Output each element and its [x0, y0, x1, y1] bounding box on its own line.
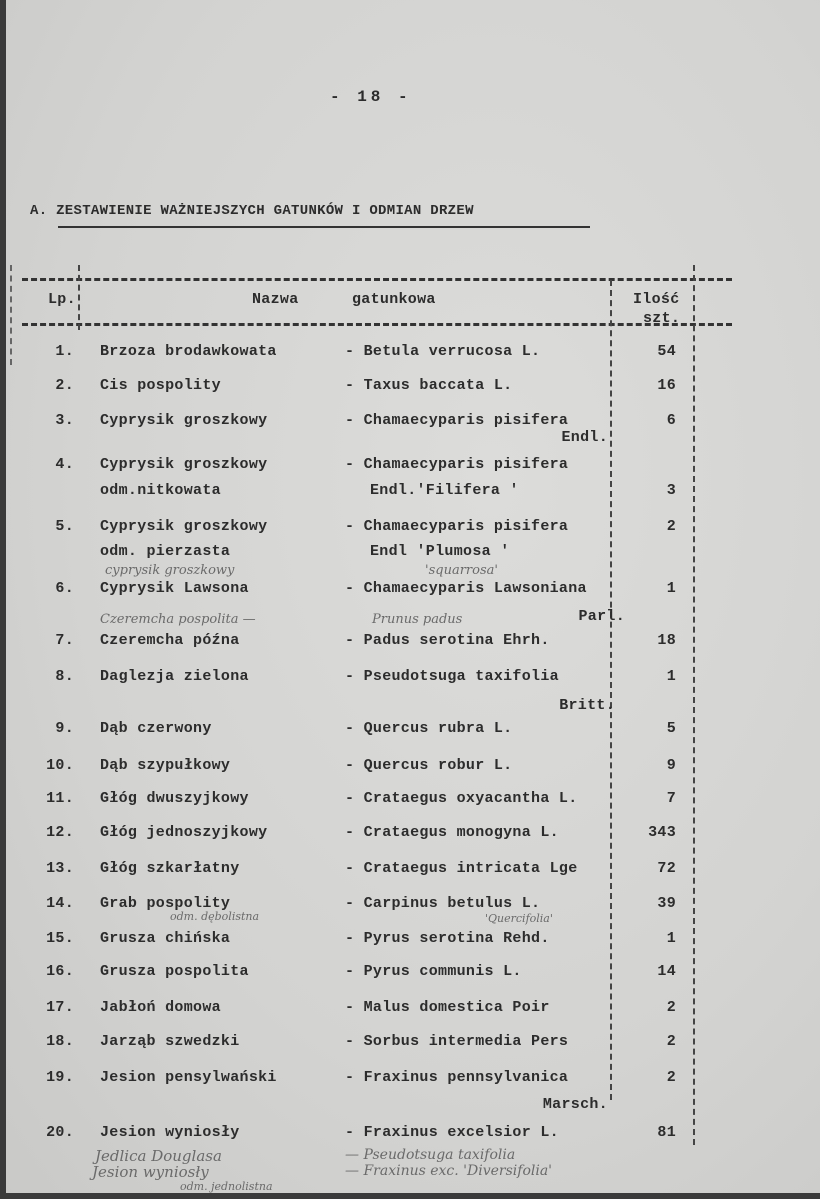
- quantity: 81: [657, 1124, 676, 1141]
- header-species: gatunkowa: [352, 291, 436, 308]
- row-number: 14.: [46, 895, 74, 912]
- common-name: Głóg jednoszyjkowy: [100, 824, 268, 841]
- common-name: Czeremcha późna: [100, 632, 240, 649]
- left-margin-marks: [10, 265, 12, 365]
- handwritten-note: 'squarrosa': [425, 563, 498, 578]
- scan-edge-bottom: [0, 1193, 820, 1199]
- page-title: A. ZESTAWIENIE WAŻNIEJSZYCH GATUNKÓW I ODMIAN DRZEW: [30, 203, 474, 219]
- latin-name: - Sorbus intermedia Pers: [345, 1033, 569, 1050]
- row-number: 18.: [46, 1033, 74, 1050]
- quantity: 1: [666, 930, 676, 947]
- common-name: Cyprysik groszkowy: [100, 456, 268, 473]
- latin-name-author: Britt.: [559, 697, 615, 714]
- common-name: Głóg dwuszyjkowy: [100, 790, 249, 807]
- latin-name: - Carpinus betulus L.: [345, 895, 541, 912]
- latin-name: - Pyrus communis L.: [345, 963, 522, 980]
- row-number: 2.: [55, 377, 74, 394]
- latin-name: - Quercus rubra L.: [345, 720, 513, 737]
- header-lp: Lp.: [48, 291, 76, 308]
- latin-name: - Quercus robur L.: [345, 757, 513, 774]
- latin-name: - Chamaecyparis pisifera: [345, 518, 569, 535]
- quantity: 16: [657, 377, 676, 394]
- table-top-border: [22, 278, 732, 281]
- row-number: 11.: [46, 790, 74, 807]
- common-name-variety: odm.nitkowata: [100, 482, 221, 499]
- quantity: 2: [666, 518, 676, 535]
- row-number: 16.: [46, 963, 74, 980]
- quantity: 72: [657, 860, 676, 877]
- row-number: 12.: [46, 824, 74, 841]
- latin-name: - Fraxinus pennsylvanica: [345, 1069, 569, 1086]
- common-name: Jesion pensylwański: [100, 1069, 277, 1086]
- page-number: - 18 -: [330, 88, 412, 106]
- qty-column-divider-right: [693, 265, 695, 1145]
- handwritten-note: Jesion wyniosły: [92, 1163, 209, 1181]
- row-number: 10.: [46, 757, 74, 774]
- latin-name: - Fraxinus excelsior L.: [345, 1124, 559, 1141]
- common-name: Grusza pospolita: [100, 963, 249, 980]
- row-number: 7.: [55, 632, 74, 649]
- latin-name-author: Marsch.: [542, 1096, 608, 1113]
- handwritten-note: — Fraxinus exc. 'Diversifolia': [345, 1163, 553, 1179]
- common-name: Grusza chińska: [100, 930, 231, 947]
- row-number: 5.: [55, 518, 74, 535]
- lp-column-divider: [78, 265, 80, 330]
- quantity: 3: [666, 482, 676, 499]
- quantity: 7: [666, 790, 676, 807]
- quantity: 2: [666, 1033, 676, 1050]
- quantity: 1: [666, 580, 676, 597]
- latin-name: - Taxus baccata L.: [345, 377, 513, 394]
- row-number: 8.: [55, 668, 74, 685]
- common-name: Jesion wyniosły: [100, 1124, 240, 1141]
- row-number: 15.: [46, 930, 74, 947]
- scan-edge-left: [0, 0, 6, 1199]
- header-name: Nazwa: [252, 291, 299, 308]
- latin-name: - Chamaecyparis Lawsoniana: [345, 580, 587, 597]
- common-name: Cis pospolity: [100, 377, 221, 394]
- common-name: Brzoza brodawkowata: [100, 343, 277, 360]
- common-name: Jarząb szwedzki: [100, 1033, 240, 1050]
- latin-name: - Chamaecyparis pisifera: [345, 412, 569, 429]
- common-name: Cyprysik Lawsona: [100, 580, 249, 597]
- latin-name: - Crataegus oxyacantha L.: [345, 790, 578, 807]
- quantity: 5: [666, 720, 676, 737]
- quantity: 2: [666, 999, 676, 1016]
- common-name-variety: odm. pierzasta: [100, 543, 231, 560]
- handwritten-note: odm. dębolistna: [170, 910, 260, 923]
- qty-column-divider-left: [610, 280, 612, 1100]
- quantity: 18: [657, 632, 676, 649]
- latin-name-author: Parl.: [578, 608, 625, 625]
- latin-name: - Chamaecyparis pisifera: [345, 456, 569, 473]
- common-name: Grab pospolity: [100, 895, 231, 912]
- row-number: 9.: [55, 720, 74, 737]
- latin-name-author: Endl 'Plumosa ': [370, 543, 510, 560]
- row-number: 1.: [55, 343, 74, 360]
- header-qty: Ilość: [633, 291, 680, 308]
- row-number: 6.: [55, 580, 74, 597]
- latin-name: - Crataegus monogyna L.: [345, 824, 559, 841]
- quantity: 14: [657, 963, 676, 980]
- common-name: Jabłoń domowa: [100, 999, 221, 1016]
- handwritten-note: cyprysik groszkowy: [105, 563, 235, 578]
- quantity: 6: [666, 412, 676, 429]
- quantity: 9: [666, 757, 676, 774]
- common-name: Głóg szkarłatny: [100, 860, 240, 877]
- common-name: Daglezja zielona: [100, 668, 249, 685]
- common-name: Dąb szypułkowy: [100, 757, 231, 774]
- quantity: 39: [657, 895, 676, 912]
- common-name: Cyprysik groszkowy: [100, 518, 268, 535]
- row-number: 20.: [46, 1124, 74, 1141]
- latin-name: - Betula verrucosa L.: [345, 343, 541, 360]
- row-number: 17.: [46, 999, 74, 1016]
- quantity: 54: [657, 343, 676, 360]
- latin-name: - Padus serotina Ehrh.: [345, 632, 550, 649]
- quantity: 1: [666, 668, 676, 685]
- handwritten-note: odm. jednolistna: [180, 1180, 273, 1193]
- latin-name: - Malus domestica Poir: [345, 999, 550, 1016]
- quantity: 2: [666, 1069, 676, 1086]
- handwritten-note: Jedlica Douglasa: [95, 1147, 222, 1165]
- latin-name: - Pseudotsuga taxifolia: [345, 668, 559, 685]
- latin-name-author: Endl.: [561, 429, 608, 446]
- latin-name-author: Endl.'Filifera ': [370, 482, 519, 499]
- handwritten-note: Czeremcha pospolita —: [100, 612, 256, 627]
- header-qty-unit: szt.: [643, 310, 681, 327]
- handwritten-note: 'Quercifolia': [485, 912, 553, 925]
- title-underline: [58, 226, 590, 228]
- handwritten-note: — Pseudotsuga taxifolia: [345, 1147, 516, 1163]
- quantity: 343: [648, 824, 676, 841]
- latin-name: - Pyrus serotina Rehd.: [345, 930, 550, 947]
- row-number: 13.: [46, 860, 74, 877]
- row-number: 3.: [55, 412, 74, 429]
- header-bottom-border: [22, 323, 732, 326]
- common-name: Cyprysik groszkowy: [100, 412, 268, 429]
- handwritten-note: Prunus padus: [372, 612, 463, 627]
- row-number: 4.: [55, 456, 74, 473]
- common-name: Dąb czerwony: [100, 720, 212, 737]
- row-number: 19.: [46, 1069, 74, 1086]
- latin-name: - Crataegus intricata Lge: [345, 860, 578, 877]
